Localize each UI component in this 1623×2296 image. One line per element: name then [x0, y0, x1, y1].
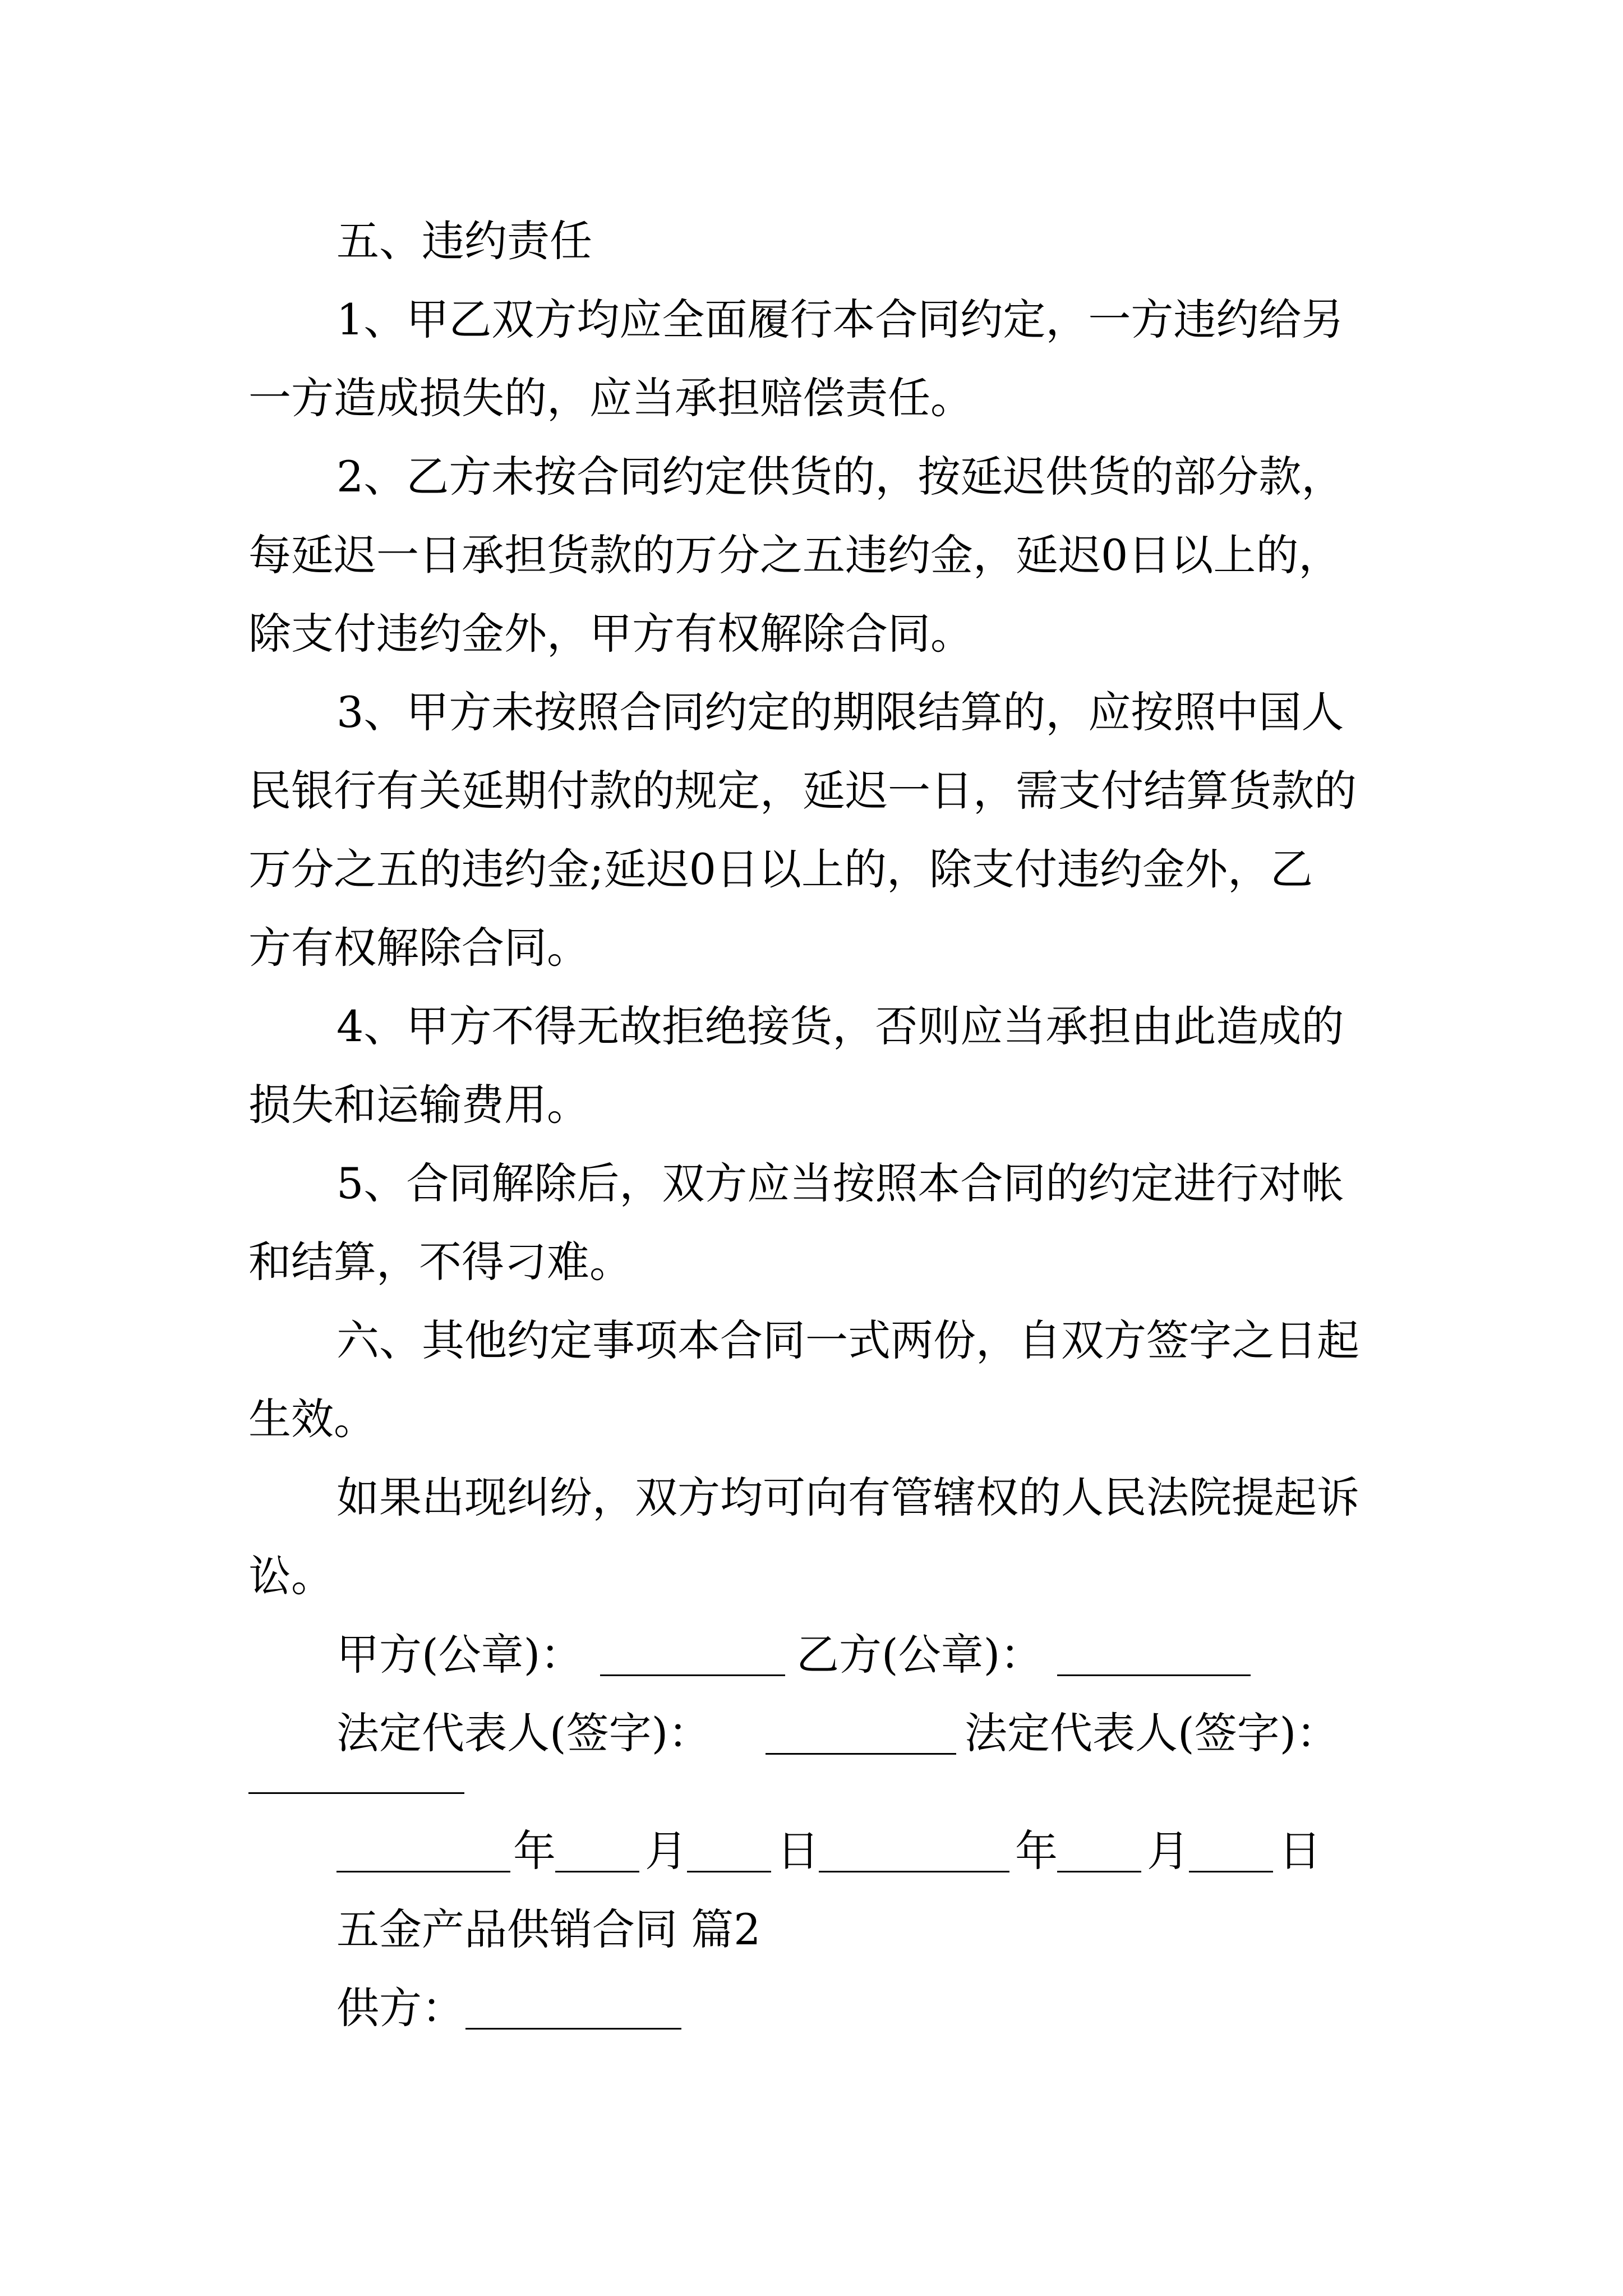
rep-b-blank — [248, 1792, 464, 1794]
section-heading: 五、违约责任 — [336, 216, 592, 266]
party-b-seal-blank — [1057, 1674, 1251, 1676]
paragraph-line: 损失和运输费用。 — [248, 1080, 589, 1130]
party-a-seal-blank — [600, 1674, 785, 1676]
supplier-blank — [465, 2028, 681, 2030]
paragraph-line: 5、合同解除后，双方应当按照本合同的约定进行对帐 — [336, 1158, 1344, 1208]
paragraph-line: 如果出现纠纷，双方均可向有管辖权的人民法院提起诉 — [336, 1473, 1359, 1522]
paragraph-line: 1、甲乙双方均应全面履行本合同约定，一方违约给另 — [336, 295, 1344, 344]
rep-b-label: 法定代表人(签字)： — [965, 1708, 1339, 1758]
date-a-year: 年 — [513, 1826, 556, 1876]
date-a-month: 月 — [645, 1826, 688, 1876]
paragraph-line: 万分之五的违约金;延迟0日以上的，除支付违约金外，乙 — [248, 844, 1313, 894]
paragraph-line: 方有权解除合同。 — [248, 923, 589, 973]
paragraph-line: 除支付违约金外，甲方有权解除合同。 — [248, 609, 973, 659]
paragraph-line: 3、甲方未按照合同约定的期限结算的，应按照中国人 — [336, 687, 1344, 737]
date-a-year-blank — [336, 1871, 510, 1872]
date-b-day-blank — [1189, 1871, 1273, 1872]
date-b-month-blank — [1057, 1871, 1141, 1872]
paragraph-line: 和结算，不得刁难。 — [248, 1237, 632, 1287]
paragraph-line: 讼。 — [248, 1551, 334, 1601]
paragraph-line: 生效。 — [248, 1394, 376, 1444]
date-b-month: 月 — [1147, 1826, 1189, 1876]
rep-a-label: 法定代表人(签字)： — [336, 1708, 711, 1758]
paragraph-line: 4、甲方不得无故拒绝接货，否则应当承担由此造成的 — [336, 1001, 1344, 1051]
date-a-day-blank — [687, 1871, 771, 1872]
next-contract-title: 五金产品供销合同 篇2 — [336, 1904, 761, 1954]
paragraph-line: 民银行有关延期付款的规定，延迟一日，需支付结算货款的 — [248, 766, 1357, 816]
paragraph-line: 一方造成损失的，应当承担赔偿责任。 — [248, 373, 973, 423]
paragraph-line: 每延迟一日承担货款的万分之五违约金，延迟0日以上的， — [248, 530, 1341, 580]
date-b-year-blank — [819, 1871, 1009, 1872]
party-b-seal-label: 乙方(公章)： — [796, 1630, 1043, 1680]
date-b-year: 年 — [1015, 1826, 1058, 1876]
section-heading: 六、其他约定事项本合同一式两份，自双方签字之日起 — [336, 1315, 1359, 1365]
date-a-month-blank — [555, 1871, 639, 1872]
paragraph-line: 2、乙方未按合同约定供货的，按延迟供货的部分款， — [336, 452, 1344, 501]
rep-a-blank — [766, 1753, 956, 1755]
party-a-seal-label: 甲方(公章)： — [336, 1630, 583, 1680]
supplier-label: 供方： — [336, 1983, 464, 2033]
date-b-day: 日 — [1279, 1826, 1321, 1876]
date-a-day: 日 — [777, 1826, 819, 1876]
